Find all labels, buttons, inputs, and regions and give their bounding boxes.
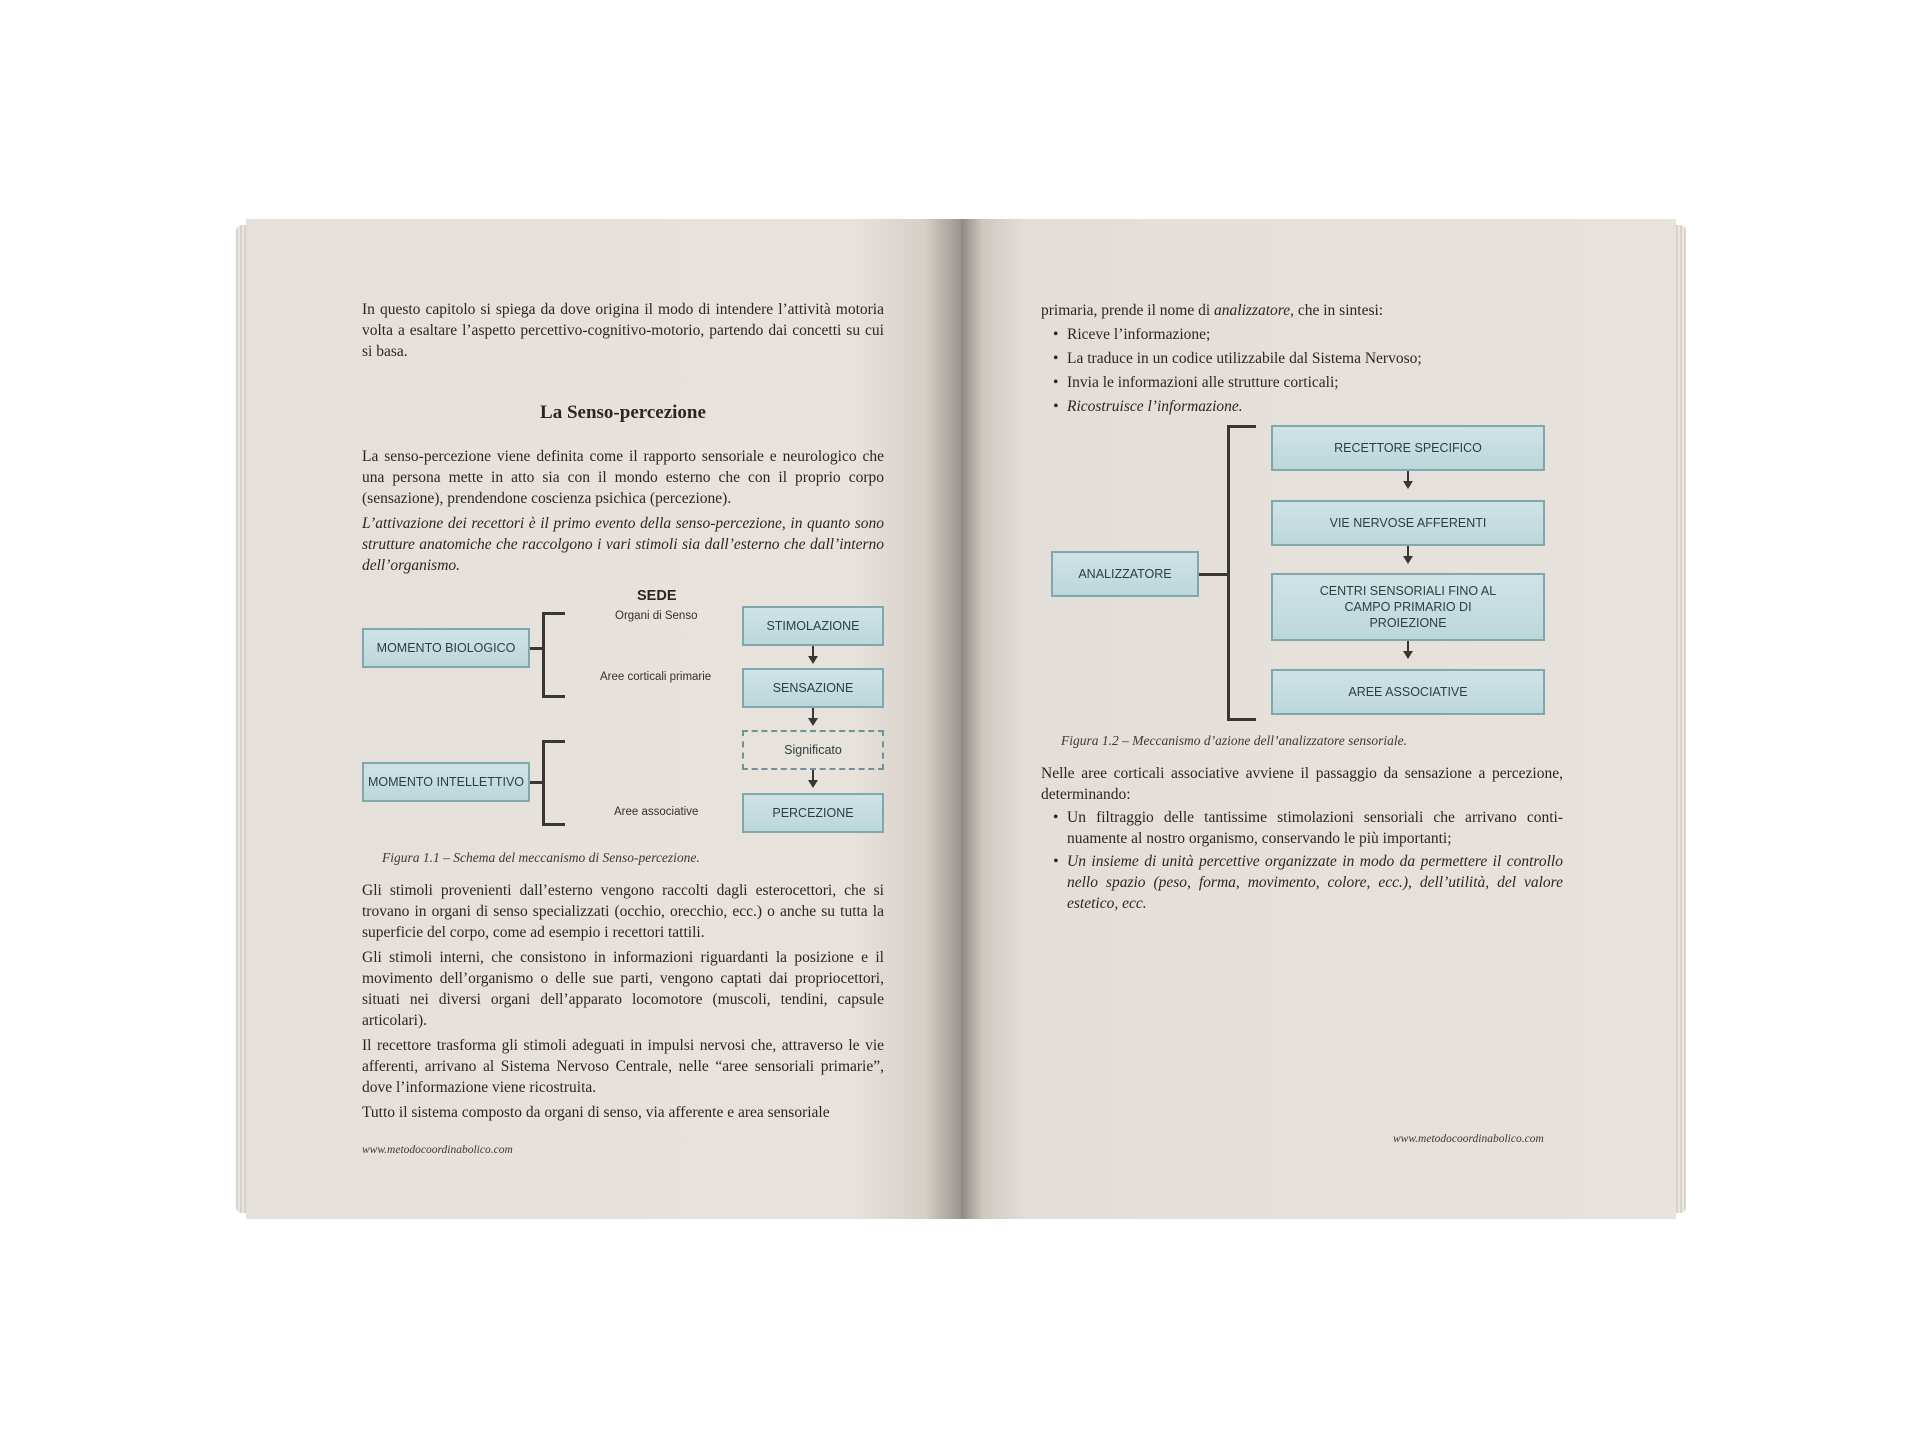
aree-associative-label: Aree associative <box>614 806 699 818</box>
momento-biologico-box: MOMENTO BIOLOGICO <box>362 628 530 668</box>
paragraph-esterocettori: Gli stimoli provenienti dall’esterno vengono raccolti dagli esterocettori, che si trovano in organi di senso specializzati (occhio, orecchio, ecc.) o anche su tutta la superficie del corpo, come ad esempio i recettori tattili. <box>362 882 884 941</box>
analizzatore-box: ANALIZZATORE <box>1051 551 1199 597</box>
bracket <box>1227 425 1256 721</box>
intro-text-end: , che in sintesi: <box>1290 302 1384 319</box>
sensazione-box: SENSAZIONE <box>742 668 884 708</box>
list-item: • Un insieme di unità percettive organizzate in modo da permettere il controllo nello spazio (peso, forma, movimento, colore, ecc.), dell’utilità, del valore estetico, ecc. <box>1041 851 1563 914</box>
right-page <box>961 219 1676 1219</box>
right-footer-url: www.metodocoordinabolico.com <box>1393 1133 1544 1145</box>
vie-nervose-afferenti-box: VIE NERVOSE AFFERENTI <box>1271 500 1545 546</box>
arrow-down-icon <box>1403 556 1413 564</box>
recettore-specifico-box: RECETTORE SPECIFICO <box>1271 425 1545 471</box>
section-heading: La Senso-percezione <box>540 402 706 423</box>
aree-associative-box: AREE ASSOCIATIVE <box>1271 669 1545 715</box>
figure-1-caption: Figura 1.1 – Schema del meccanismo di Senso-percezione. <box>382 850 700 865</box>
figure-2-caption: Figura 1.2 – Meccanismo d’azione dell’analizzatore sensoriale. <box>1061 733 1407 748</box>
stimolazione-box: STIMOLAZIONE <box>742 606 884 646</box>
list-item: • Ricostruisce l’informazione. <box>1041 395 1563 419</box>
left-page-content <box>362 299 884 1123</box>
paragraph-definition: La senso-percezione viene definita come il rapporto sensoriale e neurologico che una persona mette in atto sia con il mondo esterno che con il proprio corpo (sensazione), prendendone coscienza psichica (percezione). <box>362 448 884 507</box>
list-item: • Un filtraggio delle tantissime stimolazioni sensoriali che arrivano continuamente al nostro organismo, conservando le più importanti; <box>1041 807 1563 849</box>
percezione-box: PERCEZIONE <box>742 793 884 833</box>
arrow-down-icon <box>808 718 818 726</box>
paragraph-recettore: Il recettore trasforma gli stimoli adeguati in impulsi nervosi che, attraverso le vie afferenti, arrivano al Sistema Nervoso Centrale, nelle “aree sensoriali primarie”, dove l’informazione viene ricostruita. <box>362 1037 884 1096</box>
left-page <box>246 219 961 1219</box>
intro-text: primaria, prende il nome di <box>1041 302 1215 319</box>
arrow-down-icon <box>1403 651 1413 659</box>
bracket <box>542 740 565 826</box>
figure-2-diagram <box>1041 423 1563 723</box>
paragraph-aree-associative: Nelle aree corticali associative avviene il passaggio da sensazione a percezione, determinando: <box>1041 765 1563 803</box>
momento-intellettivo-box: MOMENTO INTELLETTIVO <box>362 762 530 802</box>
bracket <box>542 612 565 698</box>
open-book <box>236 219 1686 1219</box>
organi-di-senso-label: Organi di Senso <box>615 610 698 622</box>
list-item: • Invia le informazioni alle strutture corticali; <box>1041 371 1563 395</box>
analizzatore-list <box>1041 323 1563 419</box>
arrow-down-icon <box>808 656 818 664</box>
paragraph-propriocettori: Gli stimoli interni, che consistono in informazioni riguardanti la posizione e il movimento dell’organismo o delle sue parti, vengono captati dai propriocettori, situati nei diversi organi dell’apparato locomotore (muscoli, tendini, capsule articolari). <box>362 949 884 1029</box>
centri-sensoriali-box: CENTRI SENSORIALI FINO AL CAMPO PRIMARIO DI PROIEZIONE <box>1271 573 1545 641</box>
connector-line <box>530 781 542 784</box>
analizzatore-term: analizzatore <box>1214 302 1291 319</box>
intro-paragraph: In questo capitolo si spiega da dove origina il modo di intendere l’attività motoria volta a esaltare l’aspetto percettivo-cognitivo-motorio, partendo dai concetti su cui si basa. <box>362 301 884 360</box>
significato-box: Significato <box>742 730 884 770</box>
list-item: • La traduce in un codice utilizzabile dal Sistema Nervoso; <box>1041 347 1563 371</box>
paragraph-sistema: Tutto il sistema composto da organi di senso, via afferente e area sensoriale <box>362 1104 830 1121</box>
connector-line <box>530 647 542 650</box>
right-page-content <box>1041 299 1563 916</box>
sede-label: SEDE <box>637 588 677 604</box>
list-item: • Riceve l’informazione; <box>1041 323 1563 347</box>
analizzatore-intro <box>1041 299 1563 323</box>
arrow-down-icon <box>1403 481 1413 489</box>
connector-line <box>1199 573 1227 576</box>
figure-1-diagram <box>362 588 884 838</box>
percezione-list <box>1041 807 1563 914</box>
arrow-down-icon <box>808 780 818 788</box>
left-footer-url: www.metodocoordinabolico.com <box>362 1144 513 1156</box>
paragraph-italic: L’attivazione dei recettori è il primo evento della senso-percezione, in quanto sono strutture anatomiche che raccolgono i vari stimoli sia dall’esterno che dall’interno dell’organismo. <box>362 515 884 574</box>
aree-corticali-primarie-label: Aree corticali primarie <box>600 671 712 683</box>
